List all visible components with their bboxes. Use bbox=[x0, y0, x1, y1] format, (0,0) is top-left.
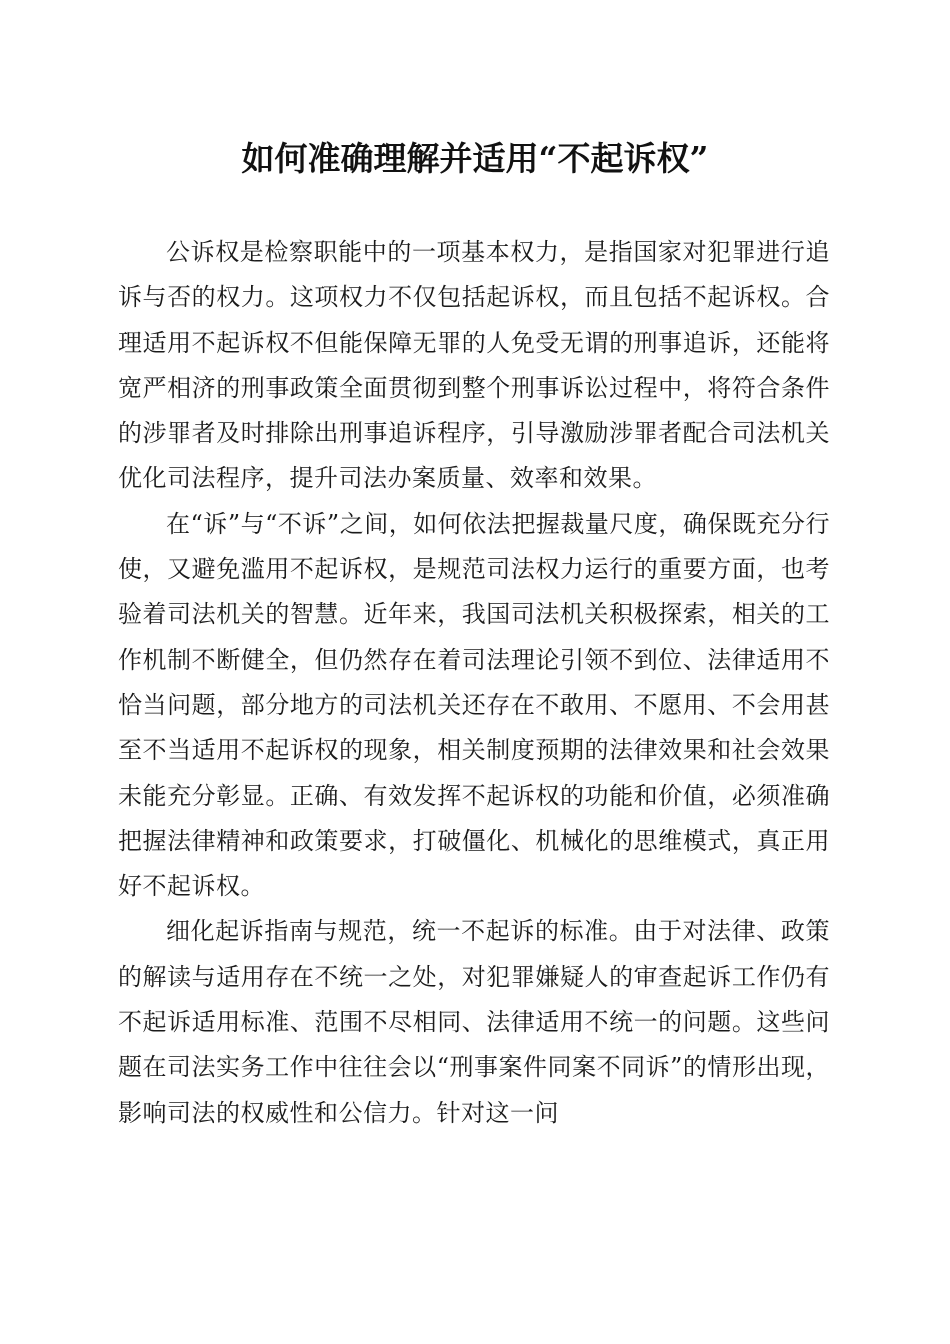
document-body bbox=[118, 230, 830, 1136]
paragraph: 细化起诉指南与规范，统一不起诉的标准。由于对法律、政策的解读与适用存在不统一之处，对犯罪嫌疑人的审查起诉工作仍有不起诉适用标准、范围不尽相同、法律适用不统一的问题。这些问题在司法实务工作中往往会以“刑事案件同案不同诉”的情形出现，影响司法的权威性和公信力。针对这一问 bbox=[118, 917, 830, 1127]
paragraph: 在“诉”与“不诉”之间，如何依法把握裁量尺度，确保既充分行使，又避免滥用不起诉权，是规范司法权力运行的重要方面，也考验着司法机关的智慧。近年来，我国司法机关积极探索，相关的工作机制不断健全，但仍然存在着司法理论引领不到位、法律适用不恰当问题，部分地方的司法机关还存在不敢用、不愿用、不会用甚至不当适用不起诉权的现象，相关制度预期的法律效果和社会效果未能充分彰显。正确、有效发挥不起诉权的功能和价值，必须准确把握法律精神和政策要求，打破僵化、机械化的思维模式，真正用好不起诉权。 bbox=[118, 509, 830, 901]
paragraph: 公诉权是检察职能中的一项基本权力，是指国家对犯罪进行追诉与否的权力。这项权力不仅包括起诉权，而且包括不起诉权。合理适用不起诉权不但能保障无罪的人免受无谓的刑事追诉，还能将宽严相济的刑事政策全面贯彻到整个刑事诉讼过程中，将符合条件的涉罪者及时排除出刑事追诉程序，引导激励涉罪者配合司法机关优化司法程序，提升司法办案质量、效率和效果。 bbox=[118, 238, 830, 493]
document-title: 如何准确理解并适用“不起诉权” bbox=[241, 139, 709, 178]
